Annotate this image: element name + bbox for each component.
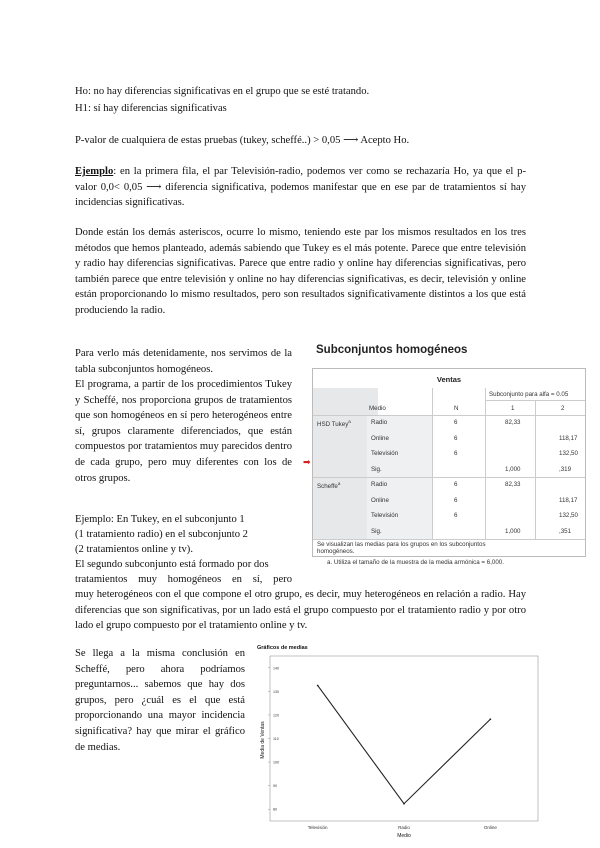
chart-frame [270, 656, 538, 821]
x-tick-label: Online [483, 825, 497, 830]
row-n: 6 [454, 450, 458, 457]
row-label: Radio [371, 419, 388, 426]
footnote-1b: homogéneos. [317, 548, 355, 555]
row-subset2: 118,17 [559, 434, 578, 442]
y-tick-label: 110 [273, 737, 279, 741]
row-label: Televisión [371, 450, 399, 457]
red-arrow-icon: ➡ [303, 458, 311, 468]
h1-line: H1: sí hay diferencias significativas [75, 103, 227, 114]
data-point [489, 718, 491, 720]
method-hsd-tukey: HSD Tukey$^a$ [317, 419, 351, 429]
tukey-example-line1: Ejemplo: En Tukey, en el subconjunto 1 [75, 514, 245, 525]
col-1: 1 [511, 405, 515, 412]
x-tick-label: Radio [398, 825, 410, 830]
y-tick-label: 100 [273, 760, 279, 765]
row-label: Online [371, 434, 389, 442]
tukey-example-line5: tratamientos muy homogéneos en sí, pero [75, 574, 292, 585]
row-subset1: 1,000 [505, 527, 521, 535]
ejemplo-text: : en la primera fila, el par Televisión-radio, podemos ver como se rechazaría Ho, ya que el p-valor 0,0< 0,05 ⟶ diferencia significativa, podemos manifestar que en ese par de tratamientos sí hay incidencias significativas. [75, 166, 526, 209]
row-label: Online [371, 496, 389, 504]
row-label: Sig. [371, 465, 382, 473]
row-n: 6 [454, 419, 458, 426]
y-tick-label: 80 [273, 807, 277, 812]
subset-header: Subconjunto para alfa = 0.05 [489, 391, 569, 398]
verlo-paragraph: Para verlo más detenidamente, nos servimos de la tabla subconjuntos homogéneos. [75, 348, 292, 375]
method-scheffe: Scheffe$^a$ [317, 481, 341, 491]
chart-ylabel: Media de Ventas [260, 721, 266, 759]
tukey-example-line2: (1 tratamiento radio) en el subconjunto 2 [75, 529, 248, 540]
table-title: Ventas [436, 375, 462, 384]
row-subset1: 82,33 [505, 419, 521, 426]
row-label: Radio [371, 481, 388, 488]
chart-xlabel: Medio [397, 833, 411, 839]
tukey-example-line3: (2 tratamientos online y tv). [75, 544, 193, 555]
row-label: Sig. [371, 527, 382, 535]
footnote-2: a. Utiliza el tamaño de la muestra de la media armónica = 6,000. [327, 559, 504, 566]
data-point [317, 685, 319, 687]
y-tick-label: 130 [273, 689, 279, 694]
row-subset2: ,319 [559, 465, 572, 473]
row-subset1: 82,33 [505, 481, 521, 488]
data-point [403, 803, 405, 805]
ejemplo-label: Ejemplo [75, 166, 114, 177]
row-label: Televisión [371, 512, 399, 519]
col-2: 2 [561, 405, 565, 412]
footnote-1: Se visualizan las medias para los grupos en los subconjuntos [317, 541, 486, 548]
subconjuntos-heading: Subconjuntos homogéneos [316, 344, 468, 356]
scheffe-paragraph: Se llega a la misma conclusión en Scheffé, pero ahora podríamos preguntarnos... sabemos que hay dos grupos, pero ¿cuál es el que está proporcionando una mayor incidencia significativa? hay que mirar el gráfico de medias. [75, 648, 245, 753]
row-n: 6 [454, 434, 458, 442]
y-tick-label: 140 [273, 666, 279, 671]
row-n: 6 [454, 481, 458, 488]
ho-line: Ho: no hay diferencias significativas en el grupo que se esté tratando. [75, 86, 370, 97]
row-subset2: 132,50 [559, 450, 578, 457]
row-n: 6 [454, 496, 458, 504]
row-subset1: 1,000 [505, 465, 521, 473]
programa-paragraph: El programa, a partir de los procedimientos Tukey y Scheffé, nos proporciona grupos de tratamientos que son homogéneos en sí pero heterogéneos entre sí, grupos claramente diferenciados, que están compuestos por tratamientos muy parecidos dentro de cada grupo, pero muy diferentes con los de otros grupos. [75, 379, 292, 484]
x-tick-label: Televisión [307, 825, 328, 830]
row-subset2: ,351 [559, 527, 572, 535]
tukey-example-line4: El segundo subconjunto está formado por dos [75, 559, 269, 570]
tukey-continuation: muy heterogéneos con el que compone el otro grupo, es decir, muy heterogéneos en relación a radio. Hay diferencias que son significativas, por un lado está el grupo compuesto por el tratamiento radio y por otro lado el grupo compuesto por el tratamiento online y tv. [75, 589, 526, 632]
means-chart [254, 640, 544, 840]
row-n: 6 [454, 512, 458, 519]
donde-paragraph: Donde están los demás asteriscos, ocurre lo mismo, teniendo este par los mismos resultados en los tres métodos que hemos planteado, además sabiendo que Tukey es el más potente. Parece que entre televisión y radio hay diferencias significativas. Parece que entre radio y online hay diferencias significativas, pero también parece que entre televisión y online no hay diferencias significativas, es decir, televisión y online están proporcionando lo mismo resultados, pero son resultados significativamente distintos a los que está produciendo la radio. [75, 227, 526, 316]
means-line [318, 685, 491, 803]
y-tick-label: 90 [273, 784, 277, 789]
y-tick-label: 120 [273, 713, 279, 718]
col-medio: Medio [369, 405, 386, 412]
row-subset2: 132,50 [559, 512, 578, 519]
col-n: N [454, 405, 459, 412]
row-subset2: 118,17 [559, 496, 578, 504]
chart-title: Gráficos de medias [257, 645, 308, 651]
ejemplo-paragraph [75, 164, 526, 211]
spss-homogeneous-table [312, 368, 586, 566]
pvalue-line: P-valor de cualquiera de estas pruebas (tukey, scheffé..) > 0,05 ⟶ Acepto Ho. [75, 135, 410, 146]
